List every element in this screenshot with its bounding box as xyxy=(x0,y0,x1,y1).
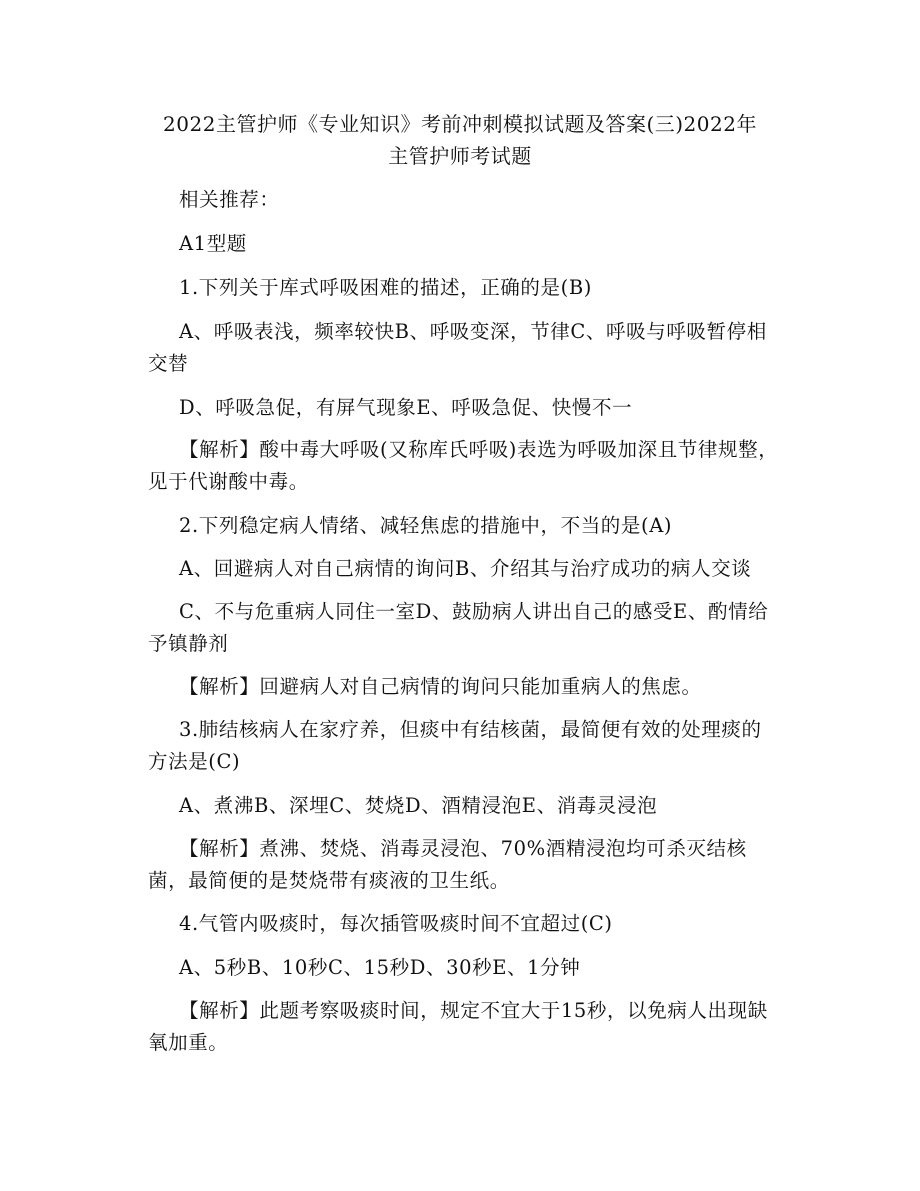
related-recommendations: 相关推荐： xyxy=(179,188,280,211)
question-4-analysis: 【解析】此题考察吸痰时间，规定不宜大于15秒，以免病人出现缺氧加重。 xyxy=(148,999,768,1054)
question-2-options-b: C、不与危重病人同住一室D、鼓励病人讲出自己的感受E、酌情给予镇静剂 xyxy=(148,600,769,655)
title-line-2: 主管护师考试题 xyxy=(388,144,532,168)
question-4-options: A、5秒B、10秒C、15秒D、30秒E、1分钟 xyxy=(179,956,581,979)
question-3-analysis: 【解析】煮沸、焚烧、消毒灵浸泡、70%酒精浸泡均可杀灭结核菌，最简便的是焚烧带有痰液的卫生纸。 xyxy=(148,837,747,892)
question-3-options: A、煮沸B、深埋C、焚烧D、酒精浸泡E、消毒灵浸泡 xyxy=(179,794,658,817)
section-heading: A1型题 xyxy=(179,232,247,255)
question-2-stem: 2.下列稳定病人情绪、减轻焦虑的措施中，不当的是(A) xyxy=(179,514,673,537)
question-3-stem: 3.肺结核病人在家疗养，但痰中有结核菌，最简便有效的处理痰的方法是(C) xyxy=(148,718,762,773)
question-4-stem: 4.气管内吸痰时，每次插管吸痰时间不宜超过(C) xyxy=(179,912,613,935)
question-1-options-b: D、呼吸急促，有屏气现象E、呼吸急促、快慢不一 xyxy=(179,396,633,419)
question-1-stem: 1.下列关于库式呼吸困难的描述，正确的是(B) xyxy=(179,276,592,299)
document-title xyxy=(150,108,770,172)
question-1-options-a: A、呼吸表浅，频率较快B、呼吸变深，节律C、呼吸与呼吸暂停相交替 xyxy=(148,320,767,375)
question-1-analysis: 【解析】酸中毒大呼吸(又称库氏呼吸)表选为呼吸加深且节律规整，见于代谢酸中毒。 xyxy=(148,438,779,493)
title-line-1: 2022主管护师《专业知识》考前冲刺模拟试题及答案(三)2022年 xyxy=(163,112,757,136)
question-2-analysis: 【解析】回避病人对自己病情的询问只能加重病人的焦虑。 xyxy=(179,675,702,698)
question-2-options-a: A、回避病人对自己病情的询问B、介绍其与治疗成功的病人交谈 xyxy=(179,557,752,580)
